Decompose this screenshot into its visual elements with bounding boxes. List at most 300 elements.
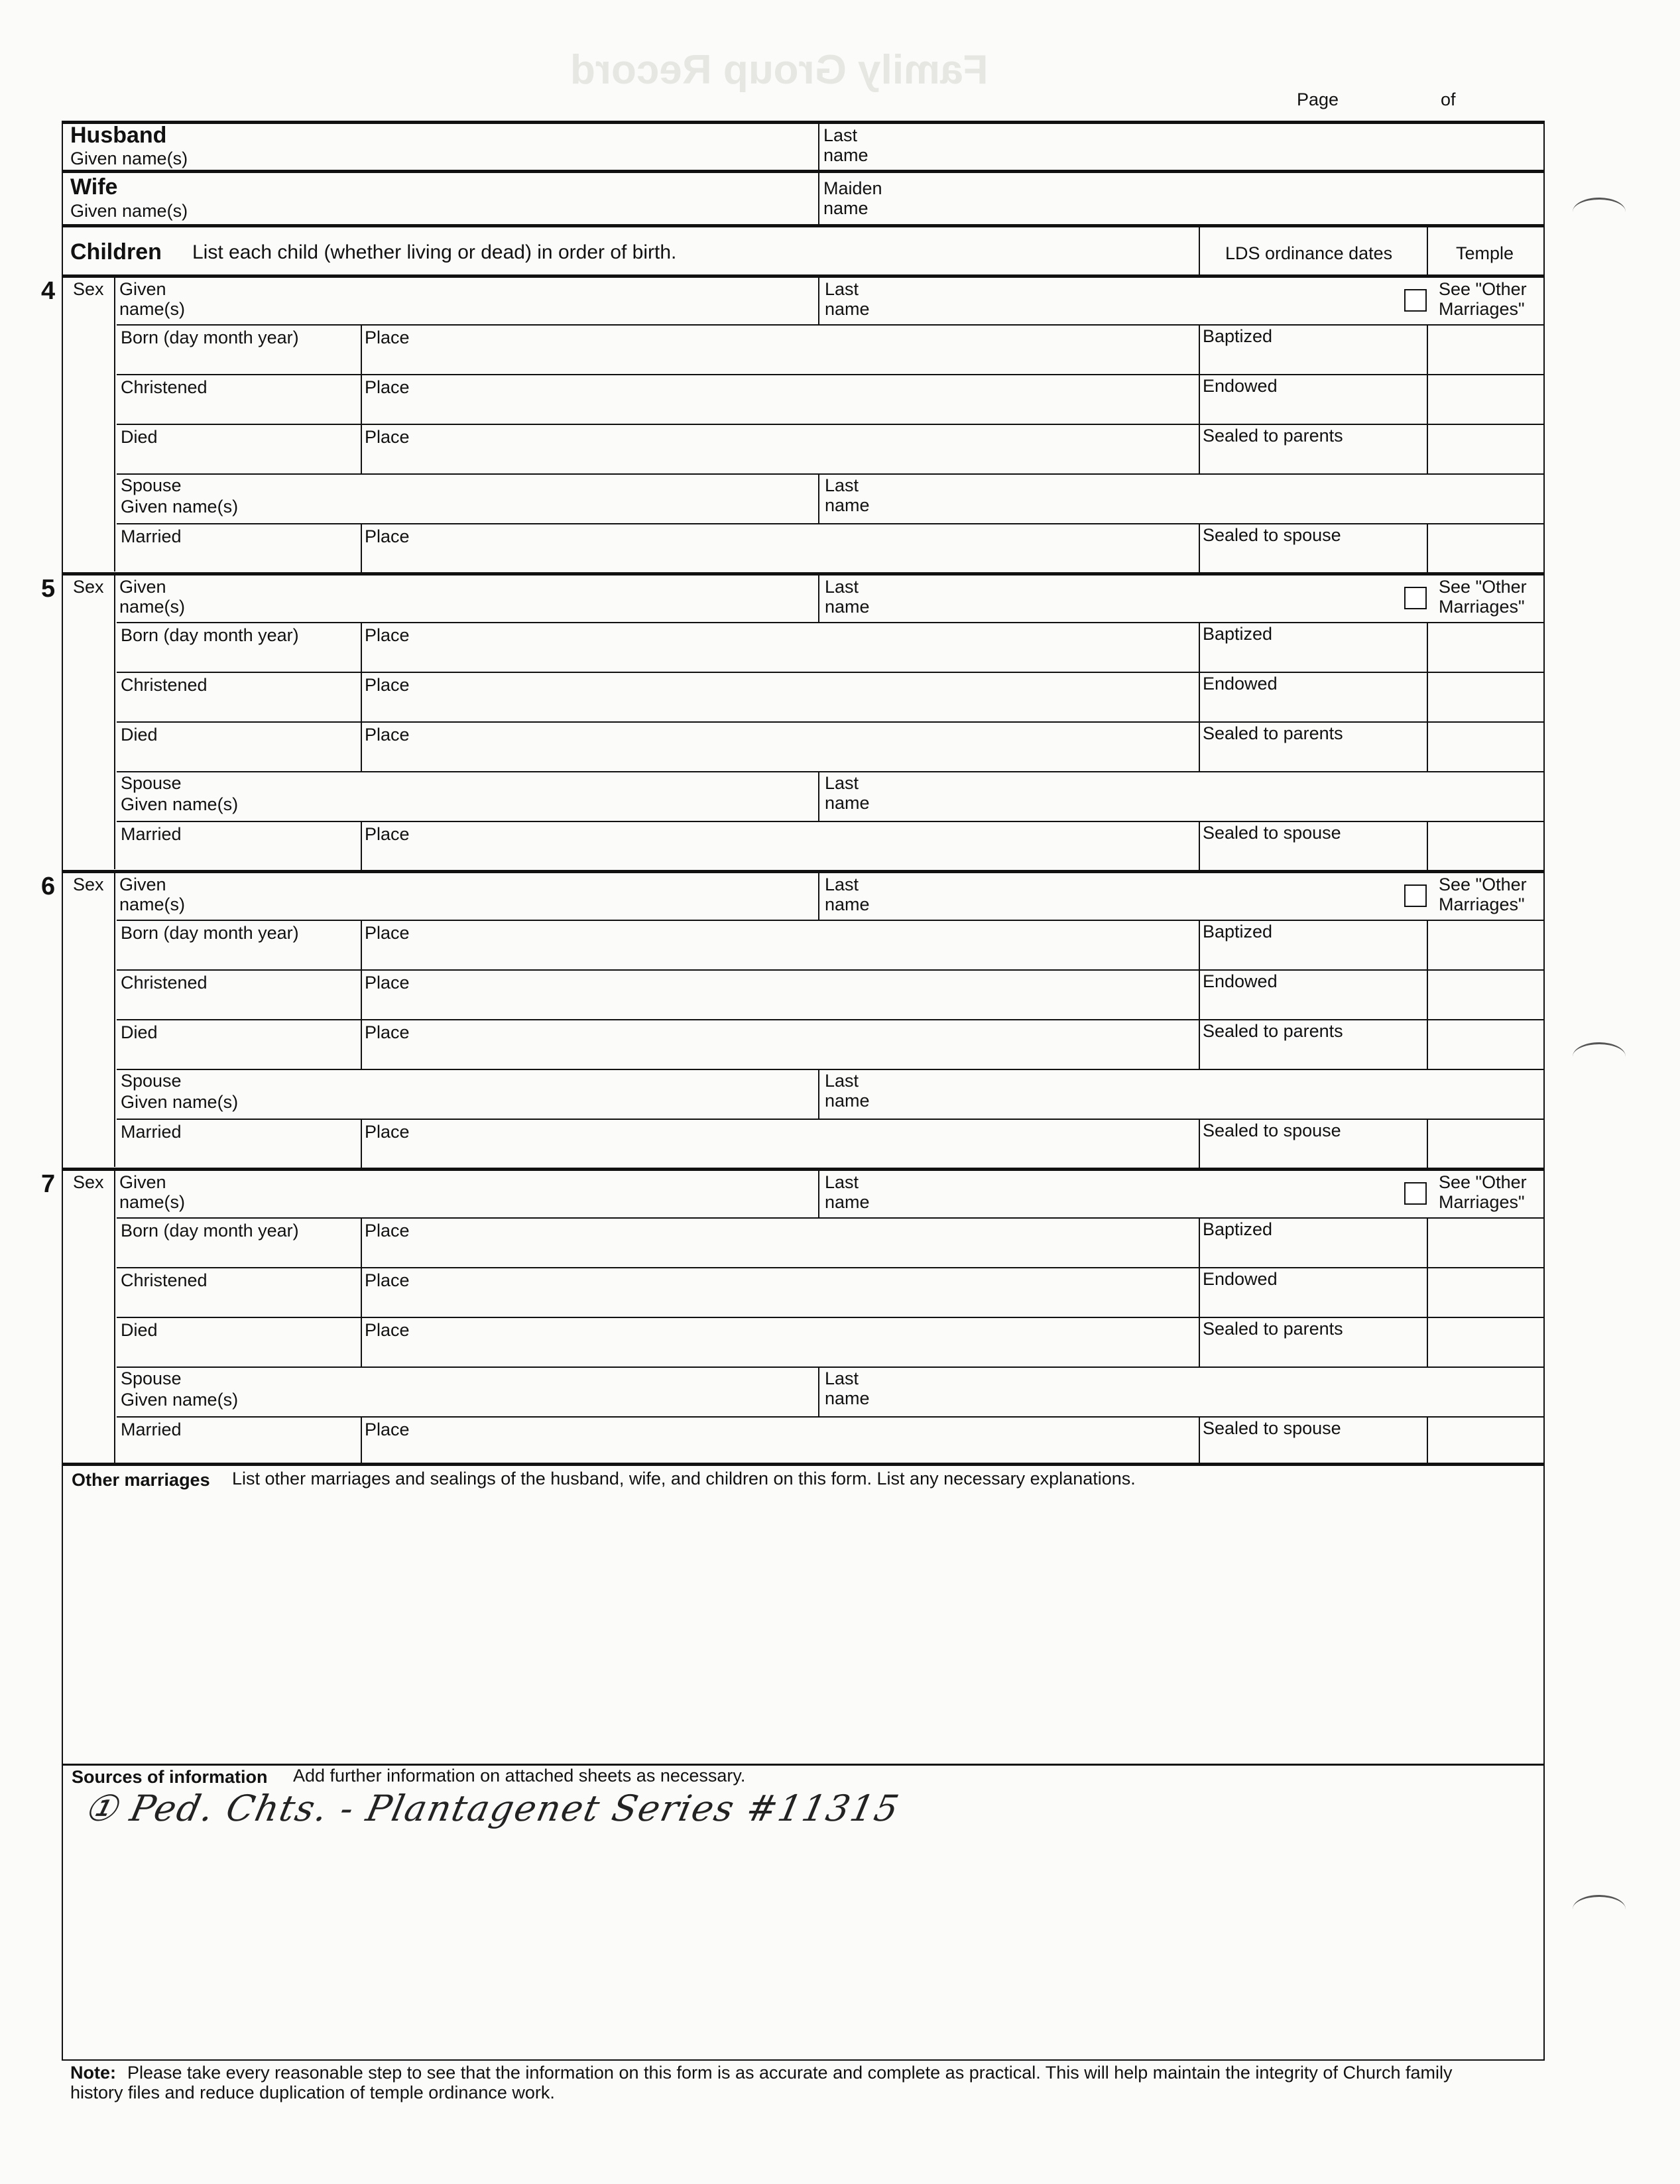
endowed-date-field[interactable] (1201, 995, 1424, 1017)
note-text-2: history files and reduce duplication of temple ordinance work. (70, 2083, 555, 2102)
married-date-field[interactable] (119, 1441, 358, 1464)
died-label: Died (121, 1320, 158, 1340)
page-label: Page (1297, 90, 1339, 109)
row-rule (117, 1366, 1545, 1368)
binder-hole-mark-middle (1573, 1042, 1626, 1071)
place-ordinance-divider (1199, 622, 1200, 672)
see-other-marriages-label-2: Marriages" (1439, 894, 1525, 914)
husband-title: Husband (70, 123, 167, 148)
place-ordinance-divider (1199, 672, 1200, 721)
child-block-rule (62, 274, 1545, 278)
sealed-parents-label: Sealed to parents (1203, 426, 1343, 446)
last-name-label: Last (825, 279, 859, 299)
place-ordinance-divider (1199, 969, 1200, 1019)
spouse-name-divider (818, 1069, 819, 1119)
sources-title: Sources of information (72, 1767, 268, 1787)
married-label: Married (121, 1122, 182, 1142)
baptized-label: Baptized (1203, 624, 1273, 644)
spouse-last-label-2: name (825, 793, 870, 813)
spouse-last-label-2: name (825, 1388, 870, 1408)
lds-ordinance-label: LDS ordinance dates (1225, 243, 1393, 263)
died-date-field[interactable] (119, 1342, 358, 1365)
see-other-marriages-label: See "Other (1439, 875, 1527, 894)
children-instruction: List each child (whether living or dead) in order of birth. (192, 241, 677, 263)
see-other-marriages-checkbox[interactable] (1404, 884, 1427, 907)
name-divider (818, 873, 819, 920)
christened-place-field[interactable] (411, 973, 1193, 1017)
spouse-name-divider (818, 473, 819, 523)
endowed-date-field[interactable] (1201, 1292, 1424, 1315)
last-name-label: Last (825, 875, 859, 894)
spouse-last-label: Last (825, 773, 859, 793)
endowed-temple-field[interactable] (1429, 972, 1542, 1017)
last-name-label-2: name (825, 894, 870, 914)
died-place-field[interactable] (411, 1023, 1193, 1067)
row-rule (117, 1019, 1545, 1020)
of-label: of (1441, 90, 1456, 109)
place-ordinance-divider (1199, 920, 1200, 969)
sex-label: Sex (73, 1172, 104, 1192)
name-divider (818, 575, 819, 622)
spouse-given-label: Given name(s) (121, 497, 239, 516)
spouse-last-label: Last (825, 1071, 859, 1091)
wife-maiden-label-2: name (823, 198, 869, 218)
ordinance-temple-divider (1427, 721, 1428, 771)
married-place-field[interactable] (411, 825, 1193, 869)
sealed-spouse-temple-field[interactable] (1429, 1121, 1542, 1166)
sex-field[interactable] (66, 601, 113, 621)
place-ordinance-divider (1199, 721, 1200, 771)
born-label: Born (day month year) (121, 625, 299, 645)
baptized-date-field[interactable] (1201, 945, 1424, 967)
last-name-label: Last (825, 577, 859, 597)
child-number: 5 (41, 575, 56, 603)
christened-label: Christened (121, 377, 208, 397)
spouse-name-divider (818, 1366, 819, 1416)
died-label: Died (121, 1022, 158, 1042)
last-name-label: Last (825, 1172, 859, 1192)
row-rule (117, 473, 1545, 475)
sealed-spouse-date-field[interactable] (1201, 1144, 1424, 1166)
wife-given-label: Given name(s) (70, 201, 188, 221)
date-place-divider (361, 1019, 362, 1069)
born-label: Born (day month year) (121, 923, 299, 943)
sealed-parents-date-field[interactable] (1201, 1044, 1424, 1067)
place-ordinance-divider (1199, 424, 1200, 473)
handwritten-sources-note: ① Ped. Chts. - Plantagenet Series #11315 (80, 1788, 904, 1829)
christened-label: Christened (121, 675, 208, 695)
child-block-rule (62, 572, 1545, 576)
given-name-label: Given (119, 279, 166, 299)
child-block-rule (62, 870, 1545, 873)
sex-label: Sex (73, 875, 104, 894)
married-place-divider (361, 821, 362, 871)
child-number: 6 (41, 873, 56, 900)
husband-given-label: Given name(s) (70, 149, 188, 168)
baptized-temple-field[interactable] (1429, 1220, 1542, 1265)
married-place-divider (361, 1119, 362, 1168)
baptized-temple-field[interactable] (1429, 327, 1542, 372)
married-ordinance-divider (1199, 821, 1200, 871)
married-ordinance-divider (1199, 1416, 1200, 1466)
endowed-temple-field[interactable] (1429, 377, 1542, 422)
spouse-given-label: Given name(s) (121, 794, 239, 814)
born-label: Born (day month year) (121, 328, 299, 347)
christened-label: Christened (121, 973, 208, 993)
christened-date-field[interactable] (119, 399, 358, 422)
child-number: 7 (41, 1170, 56, 1198)
ordinance-temple-divider (1427, 1267, 1428, 1317)
row-rule (117, 920, 1545, 921)
ordinance-temple-divider (1427, 1317, 1428, 1366)
row-rule (117, 1416, 1545, 1418)
wife-divider (818, 172, 819, 225)
ordinance-temple-divider (1427, 324, 1428, 374)
child-given-name-field[interactable] (219, 1172, 809, 1215)
christened-date-field[interactable] (119, 995, 358, 1017)
husband-given-field[interactable] (265, 125, 809, 167)
spouse-last-name-field[interactable] (888, 1370, 1538, 1414)
wife-title: Wife (70, 174, 118, 200)
sources-rule (62, 1764, 1545, 1766)
temple-label: Temple (1456, 243, 1514, 263)
sealed-spouse-label: Sealed to spouse (1203, 1418, 1341, 1438)
spouse-given-label: Given name(s) (121, 1390, 239, 1410)
spouse-last-name-field[interactable] (888, 477, 1538, 521)
child-last-name-field[interactable] (888, 874, 1392, 918)
married-ordinance-divider (1199, 1119, 1200, 1168)
spouse-label: Spouse (121, 1368, 182, 1388)
date-place-divider (361, 424, 362, 473)
spouse-last-label-2: name (825, 495, 870, 515)
wife-top-rule (62, 170, 1545, 173)
married-temple-divider (1427, 523, 1428, 573)
place-ordinance-divider (1199, 1267, 1200, 1317)
died-date-field[interactable] (119, 1044, 358, 1067)
last-name-label-2: name (825, 1192, 870, 1212)
sex-label: Sex (73, 279, 104, 299)
christened-place-label: Place (365, 377, 410, 397)
name-divider (818, 1170, 819, 1217)
born-place-field[interactable] (411, 328, 1193, 372)
born-place-label: Place (365, 923, 410, 943)
sex-field[interactable] (66, 899, 113, 919)
christened-place-label: Place (365, 1270, 410, 1290)
spouse-last-label: Last (825, 475, 859, 495)
see-other-marriages-label-2: Marriages" (1439, 1192, 1525, 1212)
date-place-divider (361, 324, 362, 374)
wife-given-field[interactable] (265, 175, 809, 223)
wife-maiden-label: Maiden (823, 178, 882, 198)
given-name-label-2: name(s) (119, 299, 186, 319)
born-date-field[interactable] (119, 945, 358, 967)
born-place-label: Place (365, 328, 410, 347)
spouse-label: Spouse (121, 773, 182, 793)
spouse-given-name-field[interactable] (278, 1370, 809, 1414)
endowed-date-field[interactable] (1201, 399, 1424, 422)
married-place-label: Place (365, 526, 410, 546)
died-place-field[interactable] (411, 725, 1193, 769)
endowed-temple-field[interactable] (1429, 674, 1542, 719)
see-other-marriages-label-2: Marriages" (1439, 299, 1525, 319)
christened-date-field[interactable] (119, 1292, 358, 1315)
see-other-marriages-checkbox[interactable] (1404, 587, 1427, 609)
sealed-spouse-label: Sealed to spouse (1203, 1121, 1341, 1140)
married-date-field[interactable] (119, 1144, 358, 1166)
sealed-parents-date-field[interactable] (1201, 449, 1424, 471)
sealed-spouse-temple-field[interactable] (1429, 1419, 1542, 1464)
born-date-field[interactable] (119, 647, 358, 670)
married-date-field[interactable] (119, 548, 358, 571)
row-rule (117, 771, 1545, 772)
spouse-last-name-field[interactable] (888, 1073, 1538, 1117)
row-rule (117, 523, 1545, 524)
note-label: Note: (70, 2063, 116, 2083)
children-header-div-1 (1199, 227, 1200, 276)
row-rule (117, 821, 1545, 822)
christened-place-field[interactable] (411, 676, 1193, 719)
spouse-last-label: Last (825, 1368, 859, 1388)
child-given-name-field[interactable] (219, 576, 809, 620)
child-last-name-field[interactable] (888, 576, 1392, 620)
born-date-field[interactable] (119, 349, 358, 372)
died-place-field[interactable] (411, 428, 1193, 471)
sealed-spouse-temple-field[interactable] (1429, 823, 1542, 869)
date-place-divider (361, 1217, 362, 1267)
baptized-label: Baptized (1203, 922, 1273, 941)
place-ordinance-divider (1199, 1217, 1200, 1267)
row-rule (117, 1267, 1545, 1268)
husband-last-label-2: name (823, 145, 869, 165)
children-header-rule (62, 224, 1545, 227)
husband-last-field[interactable] (888, 125, 1531, 167)
last-name-label-2: name (825, 299, 870, 319)
spouse-last-label-2: name (825, 1091, 870, 1111)
last-name-label-2: name (825, 597, 870, 617)
row-rule (117, 721, 1545, 723)
baptized-temple-field[interactable] (1429, 625, 1542, 670)
sealed-parents-label: Sealed to parents (1203, 1319, 1343, 1339)
row-rule (117, 1317, 1545, 1318)
bleed-through-title: Family Group Record (570, 47, 989, 93)
child-block-rule (62, 1168, 1545, 1171)
given-name-label: Given (119, 577, 166, 597)
date-place-divider (361, 374, 362, 424)
baptized-date-field[interactable] (1201, 1243, 1424, 1265)
married-label: Married (121, 1420, 182, 1439)
see-other-marriages-checkbox[interactable] (1404, 1182, 1427, 1205)
married-place-field[interactable] (411, 1420, 1193, 1464)
sex-column-divider (114, 873, 115, 1167)
row-rule (117, 672, 1545, 673)
married-place-field[interactable] (411, 1122, 1193, 1166)
husband-top-rule (62, 121, 1545, 124)
sealed-parents-date-field[interactable] (1201, 747, 1424, 769)
ordinance-temple-divider (1427, 969, 1428, 1019)
spouse-name-divider (818, 771, 819, 821)
sex-column-divider (114, 1170, 115, 1465)
sealed-parents-label: Sealed to parents (1203, 723, 1343, 743)
married-label: Married (121, 526, 182, 546)
sealed-parents-temple-field[interactable] (1429, 426, 1542, 471)
row-rule (117, 1119, 1545, 1120)
born-date-field[interactable] (119, 1243, 358, 1265)
married-place-label: Place (365, 1420, 410, 1439)
ordinance-temple-divider (1427, 424, 1428, 473)
row-rule (117, 424, 1545, 425)
christened-place-field[interactable] (411, 1271, 1193, 1315)
ordinance-temple-divider (1427, 374, 1428, 424)
sex-label: Sex (73, 577, 104, 597)
sex-field[interactable] (66, 1197, 113, 1217)
christened-date-field[interactable] (119, 697, 358, 719)
given-name-label-2: name(s) (119, 894, 186, 914)
date-place-divider (361, 721, 362, 771)
sex-field[interactable] (66, 304, 113, 324)
born-place-field[interactable] (411, 924, 1193, 967)
sealed-spouse-temple-field[interactable] (1429, 526, 1542, 571)
christened-place-field[interactable] (411, 378, 1193, 422)
born-place-field[interactable] (411, 626, 1193, 670)
row-rule (117, 1217, 1545, 1219)
died-date-field[interactable] (119, 747, 358, 769)
sealed-parents-date-field[interactable] (1201, 1342, 1424, 1365)
married-place-divider (361, 1416, 362, 1466)
ordinance-temple-divider (1427, 920, 1428, 969)
see-other-marriages-label-2: Marriages" (1439, 597, 1525, 617)
child-given-name-field[interactable] (219, 874, 809, 918)
endowed-label: Endowed (1203, 971, 1278, 991)
given-name-label-2: name(s) (119, 597, 186, 617)
binder-hole-mark-bottom (1573, 1895, 1626, 1923)
row-rule (117, 374, 1545, 375)
date-place-divider (361, 672, 362, 721)
ordinance-temple-divider (1427, 1217, 1428, 1267)
baptized-temple-field[interactable] (1429, 922, 1542, 967)
ordinance-temple-divider (1427, 672, 1428, 721)
sealed-spouse-date-field[interactable] (1201, 846, 1424, 869)
married-ordinance-divider (1199, 523, 1200, 573)
married-temple-divider (1427, 821, 1428, 871)
sealed-spouse-date-field[interactable] (1201, 548, 1424, 571)
date-place-divider (361, 969, 362, 1019)
married-temple-divider (1427, 1119, 1428, 1168)
spouse-label: Spouse (121, 1071, 182, 1091)
name-divider (818, 277, 819, 324)
ordinance-temple-divider (1427, 1019, 1428, 1069)
spouse-label: Spouse (121, 475, 182, 495)
date-place-divider (361, 1317, 362, 1366)
died-place-label: Place (365, 427, 410, 447)
baptized-date-field[interactable] (1201, 349, 1424, 372)
sealed-spouse-label: Sealed to spouse (1203, 823, 1341, 843)
husband-last-label: Last (823, 125, 858, 145)
row-rule (117, 969, 1545, 971)
born-place-label: Place (365, 1221, 410, 1241)
born-label: Born (day month year) (121, 1221, 299, 1241)
date-place-divider (361, 622, 362, 672)
married-date-field[interactable] (119, 846, 358, 869)
baptized-date-field[interactable] (1201, 647, 1424, 670)
see-other-marriages-label: See "Other (1439, 279, 1527, 299)
married-place-label: Place (365, 824, 410, 844)
died-place-label: Place (365, 725, 410, 745)
wife-maiden-field[interactable] (902, 175, 1531, 223)
given-name-label: Given (119, 1172, 166, 1192)
died-place-label: Place (365, 1022, 410, 1042)
spouse-given-name-field[interactable] (278, 477, 809, 521)
endowed-label: Endowed (1203, 674, 1278, 694)
died-date-field[interactable] (119, 449, 358, 471)
died-place-field[interactable] (411, 1321, 1193, 1365)
place-ordinance-divider (1199, 1019, 1200, 1069)
married-temple-divider (1427, 1416, 1428, 1466)
sealed-parents-temple-field[interactable] (1429, 1319, 1542, 1365)
married-place-divider (361, 523, 362, 573)
christened-place-label: Place (365, 675, 410, 695)
baptized-label: Baptized (1203, 326, 1273, 346)
other-marriages-field[interactable] (66, 1496, 1538, 1761)
married-label: Married (121, 824, 182, 844)
place-ordinance-divider (1199, 324, 1200, 374)
born-place-field[interactable] (411, 1221, 1193, 1265)
married-place-field[interactable] (411, 527, 1193, 571)
given-name-label: Given (119, 875, 166, 894)
see-other-marriages-label: See "Other (1439, 1172, 1527, 1192)
sealed-parents-temple-field[interactable] (1429, 1022, 1542, 1067)
children-title: Children (70, 239, 162, 265)
spouse-given-name-field[interactable] (278, 1073, 809, 1117)
place-ordinance-divider (1199, 1317, 1200, 1366)
sealed-parents-temple-field[interactable] (1429, 724, 1542, 769)
child-last-name-field[interactable] (888, 1172, 1392, 1215)
christened-place-label: Place (365, 973, 410, 993)
sealed-spouse-date-field[interactable] (1201, 1441, 1424, 1464)
other-marriages-rule (62, 1463, 1545, 1466)
date-place-divider (361, 1267, 362, 1317)
ordinance-temple-divider (1427, 622, 1428, 672)
died-label: Died (121, 427, 158, 447)
other-marriages-title: Other marriages (72, 1470, 210, 1490)
sealed-spouse-label: Sealed to spouse (1203, 525, 1341, 545)
binder-hole-mark-top (1573, 198, 1626, 226)
row-rule (117, 1069, 1545, 1070)
endowed-date-field[interactable] (1201, 697, 1424, 719)
sources-instruction: Add further information on attached sheets as necessary. (293, 1766, 746, 1786)
child-last-name-field[interactable] (888, 278, 1392, 322)
spouse-last-name-field[interactable] (888, 775, 1538, 819)
sex-column-divider (114, 575, 115, 869)
endowed-label: Endowed (1203, 376, 1278, 396)
died-label: Died (121, 725, 158, 745)
spouse-given-label: Given name(s) (121, 1092, 239, 1112)
child-number: 4 (41, 277, 56, 305)
sex-column-divider (114, 277, 115, 572)
spouse-given-name-field[interactable] (278, 775, 809, 819)
married-place-label: Place (365, 1122, 410, 1142)
see-other-marriages-checkbox[interactable] (1404, 289, 1427, 312)
sources-field[interactable] (66, 1843, 1538, 2055)
row-rule (117, 622, 1545, 623)
husband-divider (818, 123, 819, 170)
place-ordinance-divider (1199, 374, 1200, 424)
died-place-label: Place (365, 1320, 410, 1340)
child-given-name-field[interactable] (219, 278, 809, 322)
born-place-label: Place (365, 625, 410, 645)
christened-label: Christened (121, 1270, 208, 1290)
children-header-div-2 (1427, 227, 1428, 276)
endowed-temple-field[interactable] (1429, 1270, 1542, 1315)
